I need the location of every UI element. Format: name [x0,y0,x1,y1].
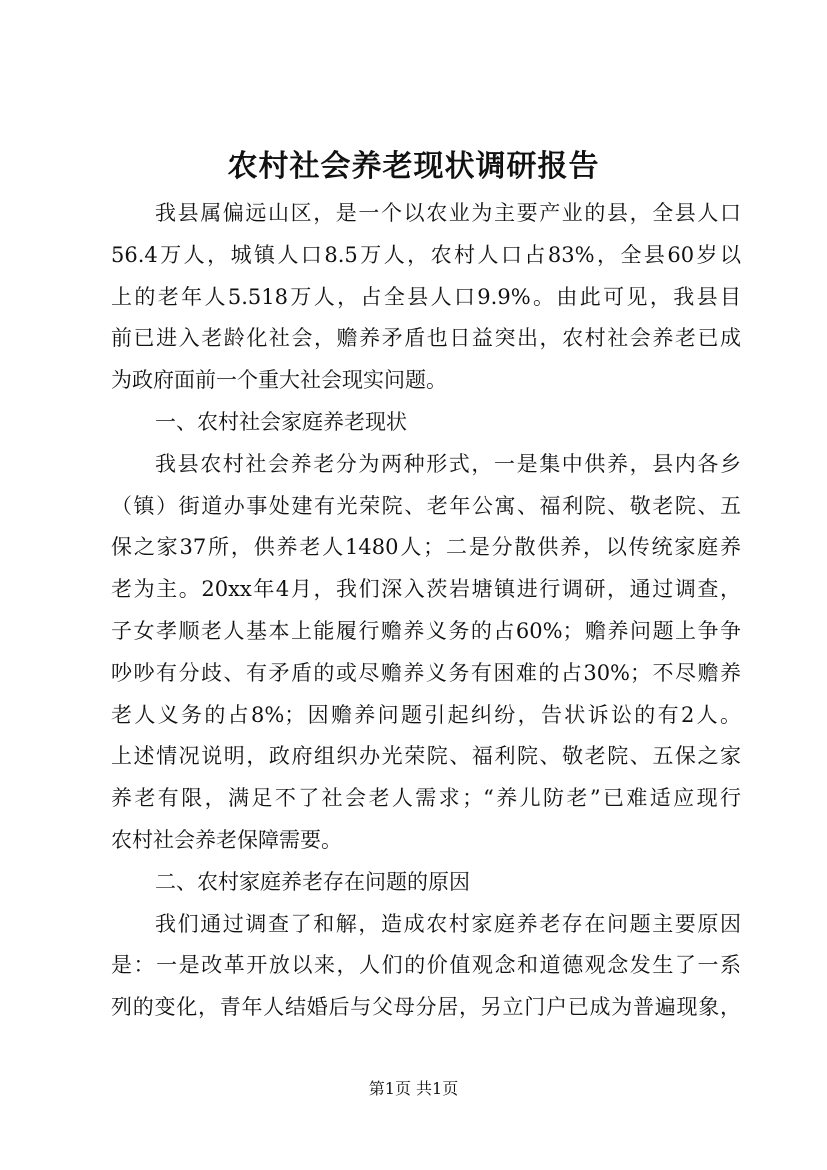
section-heading: 一、农村社会家庭养老现状 [155,409,407,434]
document-title: 农村社会养老现状调研报告 [227,149,600,184]
paragraph-line: 我们通过调查了和解，造成农村家庭养老存在问题主要原因 [155,911,741,936]
paragraph-line: 是：一是改革开放以来，人们的价值观念和道德观念发生了一系 [111,953,741,978]
paragraph-line: 子女孝顺老人基本上能履行赡养义务的占60%；赡养问题上争争 [111,618,741,643]
paragraph-line: 前已进入老龄化社会，赡养矛盾也日益突出，农村社会养老已成 [111,326,741,351]
paragraph-line: 农村社会养老保障需要。 [111,827,342,852]
paragraph-line: 养老有限，满足不了社会老人需求；“养儿防老”已难适应现行 [111,786,741,811]
paragraph-line: （镇）街道办事处建有光荣院、老年公寓、福利院、敬老院、五 [111,493,741,518]
paragraph-line: 我县属偏远山区，是一个以农业为主要产业的县，全县人口 [155,201,741,225]
section-heading: 二、农村家庭养老存在问题的原因 [155,869,470,894]
paragraph-line: 老人义务的占8%；因赡养问题引起纠纷，告状诉讼的有2人。 [111,702,741,727]
paragraph-line: 上述情况说明，政府组织办光荣院、福利院、敬老院、五保之家 [111,744,741,769]
paragraph-line: 为政府面前一个重大社会现实问题。 [111,368,447,393]
paragraph-line: 老为主。20xx年4月，我们深入茨岩塘镇进行调研，通过调查， [111,577,741,602]
paragraph-line: 保之家37所，供养老人1480人；二是分散供养，以传统家庭养 [111,535,741,560]
document-body [111,193,741,1029]
page-footer: 第1页 共1页 [368,1079,459,1098]
paragraph-line: 56.4万人，城镇人口8.5万人，农村人口占83%，全县60岁以 [111,242,741,267]
paragraph-line: 上的老年人5.518万人，占全县人口9.9%。由此可见，我县目 [111,284,741,309]
paragraph-line: 吵吵有分歧、有矛盾的或尽赡养义务有困难的占30%；不尽赡养 [111,660,741,685]
paragraph-line: 列的变化，青年人结婚后与父母分居，另立门户已成为普遍现象， [111,995,741,1020]
paragraph-line: 我县农村社会养老分为两种形式，一是集中供养，县内各乡 [155,451,741,476]
